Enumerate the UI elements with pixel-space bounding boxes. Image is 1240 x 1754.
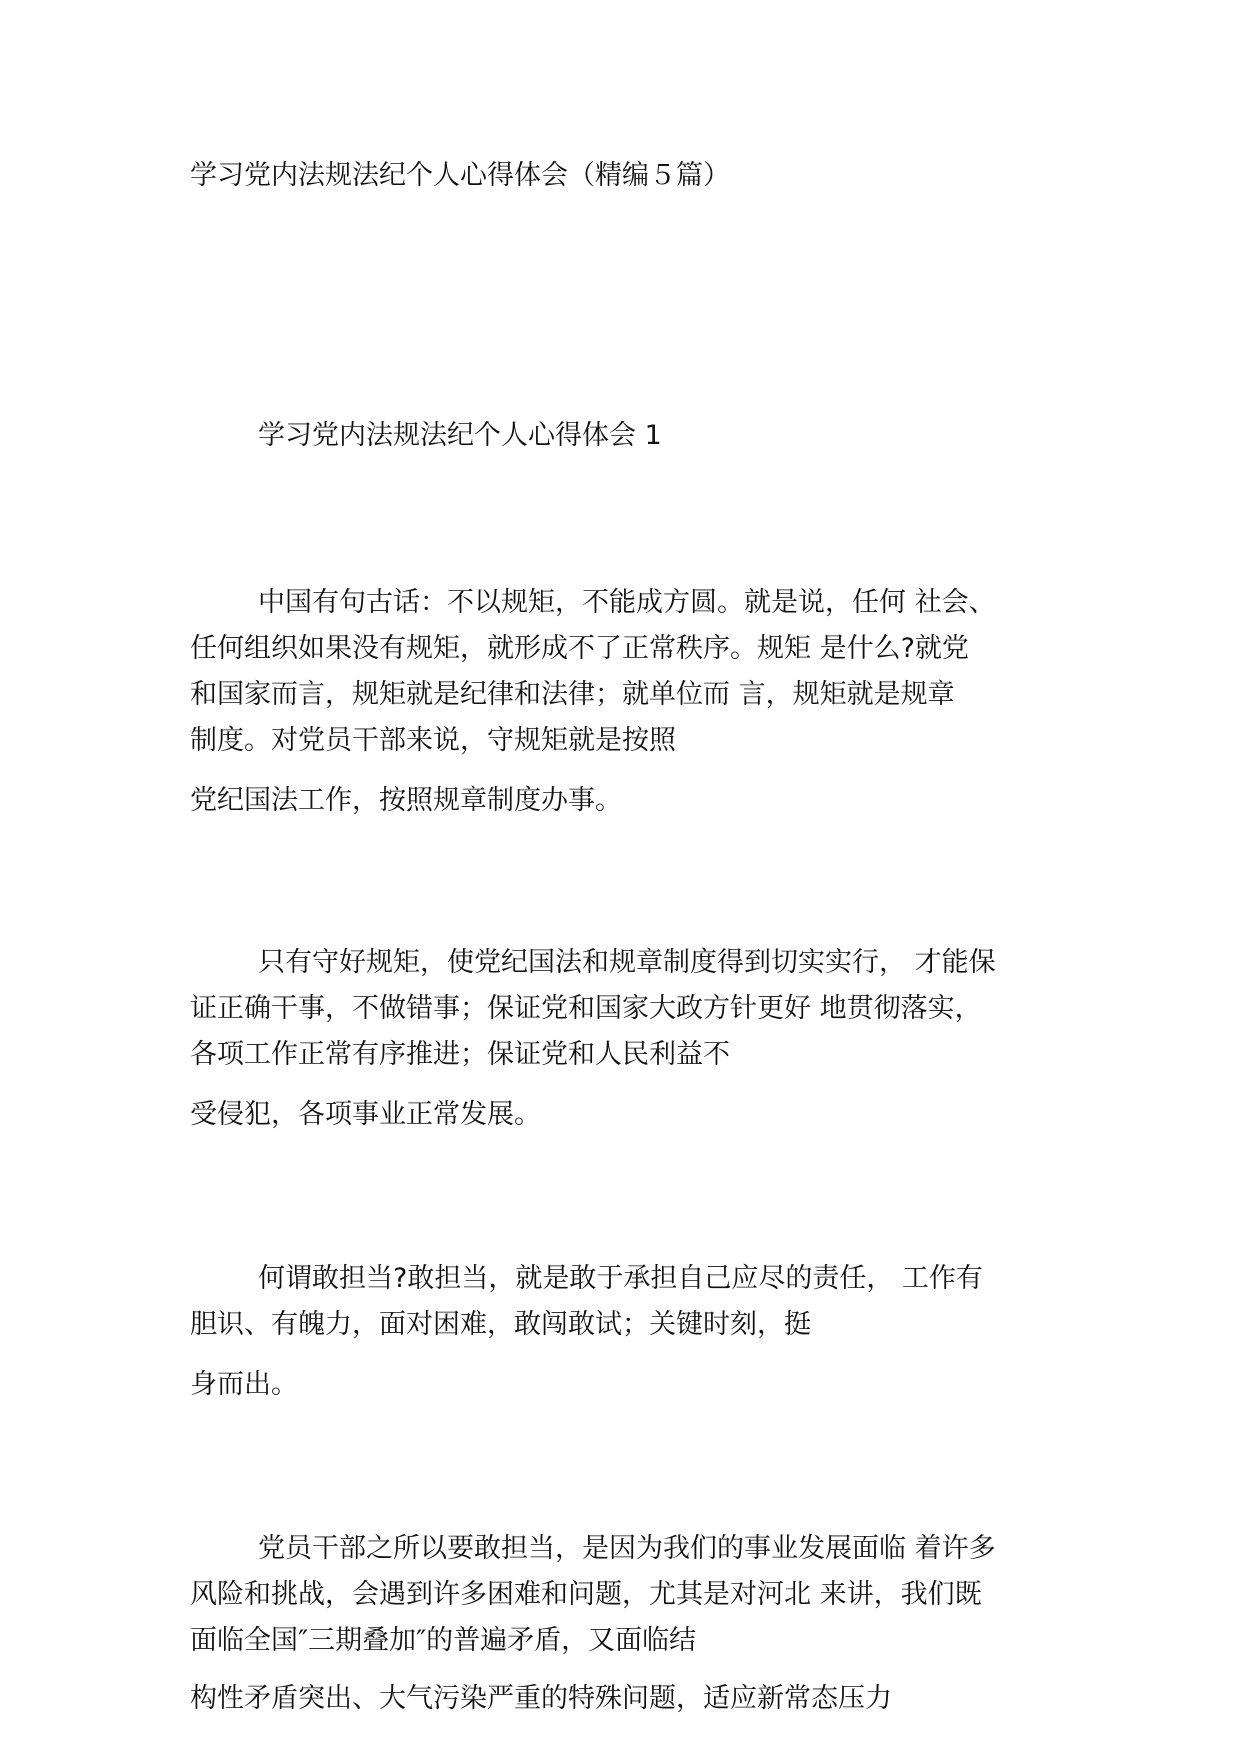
paragraph-line: 何谓敢担当?敢担当，就是敢于承担自己应尽的责任， 工作有: [258, 1263, 983, 1294]
paragraph-line: 党员干部之所以要敢担当，是因为我们的事业发展面临 着许多: [258, 1533, 996, 1564]
paragraph-line: 只有守好规矩，使党纪国法和规章制度得到切实实行， 才能保: [258, 947, 996, 978]
paragraph-line: 胆识、有魄力，面对困难，敢闯敢试；关键时刻，挺: [190, 1309, 811, 1340]
paragraph-1: [190, 580, 1070, 764]
paragraph-line: 风险和挑战，会遇到许多困难和问题，尤其是对河北 来讲，我们既: [190, 1579, 982, 1610]
paragraph-3: [190, 1256, 1070, 1348]
paragraph-3-tail: 身而出。: [190, 1369, 298, 1400]
paragraph-line: 证正确干事，不做错事；保证党和国家大政方针更好 地贯彻落实，: [190, 993, 982, 1024]
paragraph-line: 各项工作正常有序推进；保证党和人民利益不: [190, 1039, 730, 1070]
paragraph-4-tail: 构性矛盾突出、大气污染严重的特殊问题，适应新常态压力: [190, 1683, 892, 1714]
paragraph-1-tail: 党纪国法工作，按照规章制度办事。: [190, 785, 622, 816]
paragraph-line: 和国家而言，规矩就是纪律和法律；就单位而 言，规矩就是规章: [190, 679, 955, 710]
paragraph-2: [190, 940, 1070, 1078]
paragraph-2-tail: 受侵犯，各项事业正常发展。: [190, 1099, 541, 1130]
paragraph-4: [190, 1526, 1070, 1664]
section-heading: 学习党内法规法纪个人心得体会 1: [258, 420, 662, 451]
paragraph-line: 面临全国″三期叠加″的普遍矛盾，又面临结: [190, 1625, 697, 1656]
paragraph-line: 中国有句古话：不以规矩，不能成方圆。就是说，任何 社会、: [258, 587, 996, 618]
document-title: 学习党内法规法纪个人心得体会（精编５篇）: [190, 160, 730, 191]
paragraph-line: 制度。对党员干部来说，守规矩就是按照: [190, 725, 676, 756]
paragraph-line: 任何组织如果没有规矩，就形成不了正常秩序。规矩 是什么?就党: [190, 633, 969, 664]
